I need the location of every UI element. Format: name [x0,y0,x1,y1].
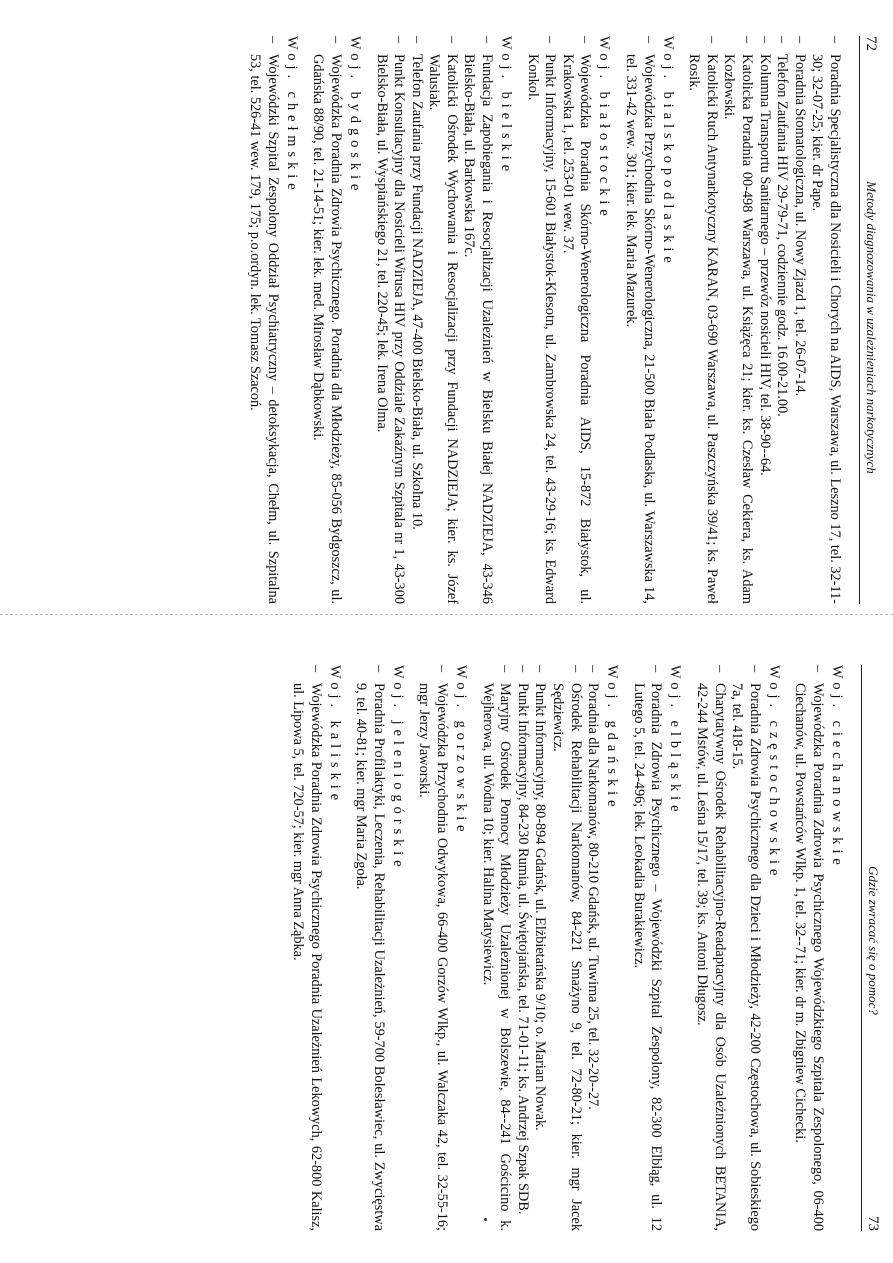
running-title: Gdzie zwracać się o pomoc? [866,866,881,1015]
entry-text: Telefon Zaufania HIV 29-79-71, codziennie godz. 16.00-21.00. [774,54,791,417]
entry-text: Poradnia Stomatologiczna, ul. Nowy Zjazd 1, tel. 26-07-14. [791,54,808,397]
entry-text: Katolicka Poradnia 00-498 Warszawa, ul. Książęca 21; kier. ks. Czesław Cekiera, ks. Adam Kozłowski. [721,54,756,604]
speck [484,1218,487,1221]
entry-text: Poradnia dla Narkomanów, 80-210 Gdańsk, ul. Tuwima 25, tel. 32-20--27. [585,683,602,1110]
bullet-dash: – [479,36,496,44]
list-item [791,665,826,1231]
list-item [692,665,727,1231]
region-heading: Woj. białostockie [596,36,613,221]
bullet-dash: – [810,665,826,673]
left-page-column [246,36,879,604]
bullet-dash: – [434,665,451,673]
running-header [859,36,879,604]
list-item [685,36,720,604]
entry-text: Maryjny Ośrodek Pomocy Młodzieży Uzależnionej w Bolszewie, 84--241 Gościcino k. Wejherowa, ul. Wodna 10; kier. Halina Matysiewicz. [479,683,514,1231]
entry-text: Wojewódzka Poradnia Zdrowia Psychicznego Wojewódzkiego Szpitala Zespolonego, 06-400 Ciechanów, ul. Powstańców Wlkp. 1, tel. 32--71; kier. dr m. Zbigniew Cichecki. [792,683,826,1231]
list-item [478,665,513,1231]
region-heading: Woj. bielskie [498,36,515,177]
region-heading: Woj. bydgoskie [346,36,363,196]
bullet-dash: – [408,36,425,44]
entry-text: Poradnia Profilaktyki, Leczenia, Rehabilitacji Uzależnień, 59-700 Bolesławiec, ul. Zwycięstwa 9, tel. 40-81; kier. mgr Maria Zgoła. [353,683,387,1231]
entry-text: Ośrodek Rehabilitacji Narkomanów, 84-221 Smażyno 9, tel. 72-80-21; kier. mgr Jacek Sędziewicz. [550,683,584,1231]
entry-text: Wojewódzki Szpital Zespolony Oddział Psychiatryczny – detoksykacja, Chełm, ul. Szpitalna 53, tel. 526-41 wew. 179, 175; p.o.ordyn. lek. Tomasz Szacoń. [247,54,281,604]
bullet-dash: – [497,665,514,673]
list-item [309,36,344,604]
page-number: 73 [865,1215,881,1231]
list-item [425,36,460,604]
right-sections [289,665,845,1231]
list-item [790,36,808,604]
entry-text: Punkt Konsultacyjny dla Nosicieli Wirusa HIV przy Oddziale Zakaźnym Szpitala nr 1, 43-300 Bielsko-Biała, ul. Wyspiańskiego 21, tel. 220-45; lek. Irena Olma. [373,54,408,604]
entry-text: Fundacja Zapobiegania i Resocjalizacji Uzależnień w Bielsku Białej NADZIEJA, 43-346 Bielsko-Biała, ul. Barkowska 167c. [461,54,496,604]
list-item [531,665,549,1231]
region-heading: Woj. bialskopodlaskie [659,36,676,268]
entry-text: Poradnia Specjalistyczna dla Nosicieli i Chorych na AIDS, Warszawa, ul. Leszno 17, tel. 32-11-30; 32-07-25; kier. dr Pape. [809,54,843,604]
bullet-dash: – [756,36,773,44]
bullet-dash: – [774,36,791,44]
entry-text: Wojewódzka Przychodnia Odwykowa, 66-400 Gorzów Wlkp., ul. Walczaka 42, tel. 32-55-16; mgr Jerzy Jaworski. [416,683,451,1231]
list-item [513,665,531,1231]
bullet-dash: – [391,36,408,44]
entry-text: Katolicki Ruch Antynarkotyczny KARAN, 03-690 Warszawa, ul. Paszczyńska 39/41; ks. Paweł Rosik. [686,54,720,604]
region-heading: Woj. gdańskie [604,665,621,812]
region-heading: Woj. chełmskie [283,36,300,195]
region-heading: Woj. częstochowskie [765,665,782,881]
bullet-dash: – [640,36,657,44]
list-item [720,36,755,604]
list-item [808,36,843,604]
list-item [584,665,602,1231]
list-item [415,665,450,1231]
page-number: 72 [863,36,879,51]
list-item [246,36,281,604]
bullet-dash: – [585,665,602,673]
region-heading: Woj. elbląskie [667,665,684,817]
region-heading: Woj. gorzowskie [453,665,470,837]
list-item [558,36,593,604]
entry-text: Punkt Informacyjny, 84-230 Rumia, ul. Świętojańska, tel. 71-01-11; ks. Andrzej Szpak SDB. [514,683,531,1215]
list-item [548,665,583,1231]
bullet-dash: – [327,36,344,44]
page-divider [0,614,893,615]
right-page-column [289,665,881,1231]
list-item [629,665,664,1231]
entry-text: Wojewódzka Poradnia Skórno-Wenerologiczna Poradnia AIDS, 15-872 Białystok, ul. Krakowska 1, tel. 253-01 wew. 37. [559,54,594,604]
bullet-dash: – [577,36,594,44]
entry-text: Punkt Informacyjny, 80-894 Gdańsk, ul. Elżbietańska 9/10; o. Marian Nowak. [532,683,549,1131]
list-item [372,36,407,604]
list-item [621,36,656,604]
entry-text: Wojewódzka Przychodnia Skórno-Wenerologiczna, 21-500 Biała Podlaska, ul. Warszawska 14, tel. 331-42 wew. 301; kier. lek. Maria Mazurek. [623,54,657,604]
bullet-dash: – [264,36,281,44]
bullet-dash: – [567,665,584,673]
list-item [755,36,773,604]
bullet-dash: – [703,36,720,44]
bullet-dash: – [307,665,324,673]
bullet-dash: – [648,665,665,673]
entry-text: Charytatywny Ośrodek Rehabilitacyjno-Readaptacyjny dla Osób Uzależnionych BETANIA, 42-244 Mstów, ul. Leśna 15/17, tel. 39; ks. Antoni Długosz. [694,683,728,1231]
bullet-dash: – [532,665,549,673]
region-heading: Woj. ciechanowskie [829,665,845,870]
bullet-dash: – [746,665,763,673]
list-item [407,36,425,604]
running-title: Metody diagnozowania w uzależnieniach narkotycznych [864,181,879,474]
list-item [773,36,791,604]
bullet-dash: – [711,665,728,673]
bullet-dash: – [370,665,387,673]
bullet-dash: – [443,36,460,44]
list-item [728,665,763,1231]
running-header [861,665,881,1231]
entry-text: Wojewódzka Poradnia Zdrowia Psychicznego. Poradnia dla Młodzieży, 85-056 Bydgoszcz, ul. Gdańska 88/90, tel. 21-14-51; kier. lek. med. Mirosław Dąbkowski. [310,54,344,604]
entry-text: Kolumna Transportu Sanitarnego – przewóz nosicieli HIV, tel. 38-90--64. [756,54,773,476]
entry-text: Telefon Zaufania przy Fundacji NADZIEJA, 47-400 Bielsko-Biała, ul. Szkolna 10. [408,54,425,530]
list-item [460,36,495,604]
entry-text: Wojewódzka Poradnia Zdrowia Psychicznego Poradnia Uzależnień Lekowych, 62-800 Kalisz, ul. Lipowa 5, tel. 720-57; kier. mgr Anna Ząbka. [290,683,324,1231]
entry-text: Punkt Informacyjny, 15-601 Białystok-Klesotn, ul. Zambrowska 24, tel. 43-29-16; ks. Edward Konkol. [524,54,559,604]
right-page [0,625,893,1263]
bullet-dash: – [827,36,843,44]
bullet-dash: – [791,36,808,44]
bullet-dash: – [542,36,559,44]
bullet-dash: – [514,665,531,673]
list-item [352,665,387,1231]
list-item [523,36,558,604]
entry-text: Katolicki Ośrodek Wychowania i Resocjalizacji przy Fundacji NADZIEJA; kier. ks. Józef Walusiak. [426,54,460,604]
region-heading: Woj. jeleniogórskie [389,665,406,872]
bullet-dash: – [739,36,756,44]
left-sections [246,36,843,604]
region-heading: Woj. kaliskie [326,665,343,806]
list-item [289,665,324,1231]
entry-text: Poradnia Zdrowia Psychicznego dla Dzieci i Młodzieży, 42-200 Częstochowa, ul. Sobieskiego 7a, tel. 418-15. [729,683,763,1231]
entry-text: Poradnia Zdrowia Psychicznego – Wojewódzki Szpital Zespolony, 82-300 Elbląg, ul. 12 Lutego 5, tel. 24-496; lek. Leokadia Burakiewicz. [630,683,665,1231]
